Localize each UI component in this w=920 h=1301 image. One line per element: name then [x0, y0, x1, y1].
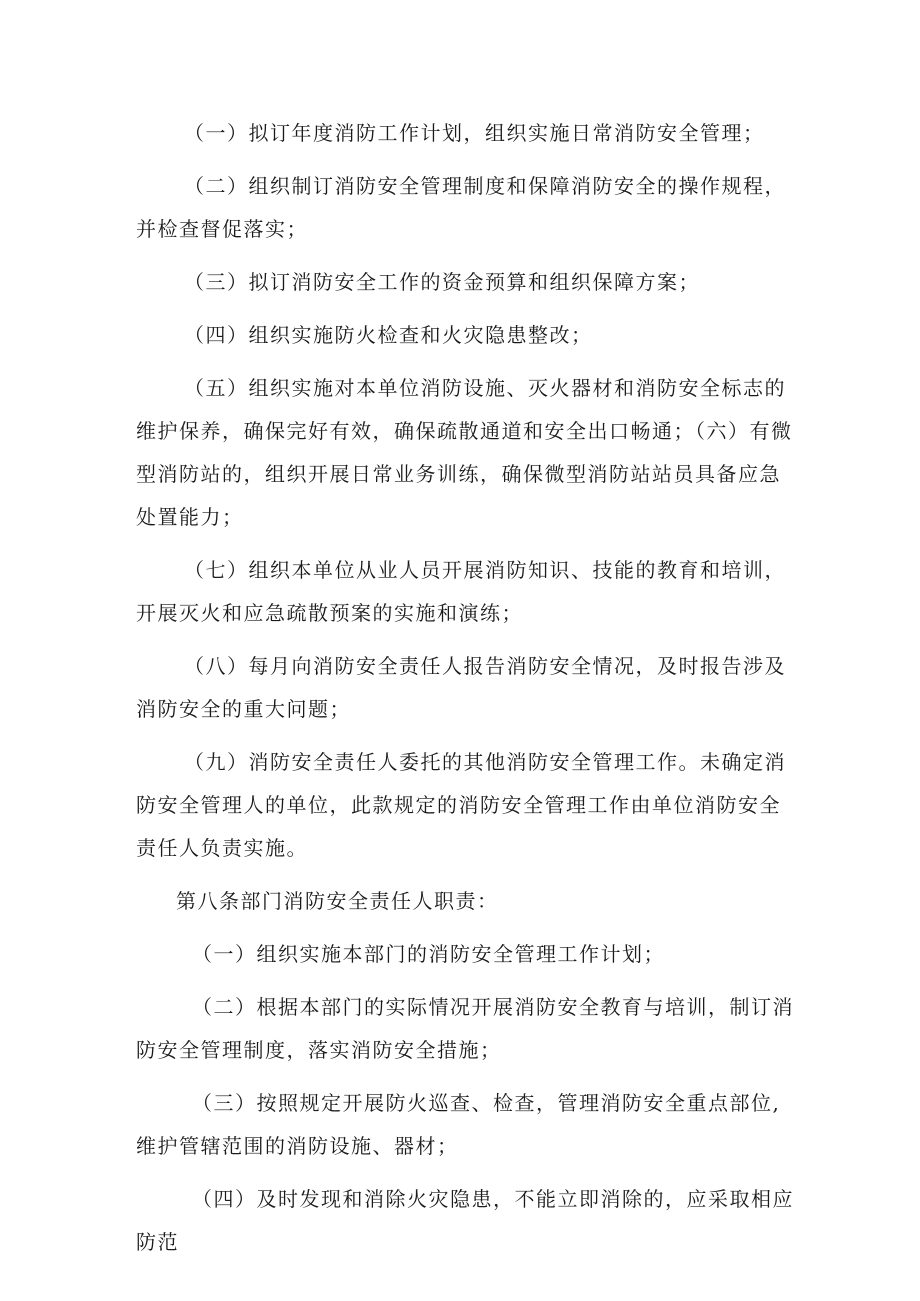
paragraph: （五）组织实施对本单位消防设施、灭火器材和消防安全标志的维护保养，确保完好有效，确保疏散通道和安全出口畅通；（六）有微型消防站的，组织开展日常业务训练，确保微型消防站站员具备应急处置能力； — [136, 376, 793, 529]
paragraph: （七）组织本单位从业人员开展消防知识、技能的教育和培训，开展灭火和应急疏散预案的实施和演练； — [136, 558, 786, 625]
paragraph: （三）拟订消防安全工作的资金预算和组织保障方案； — [184, 270, 700, 294]
paragraph: （一）拟订年度消防工作计划，组织实施日常消防安全管理； — [184, 121, 765, 145]
paragraph: （四）组织实施防火检查和火灾隐患整改； — [184, 323, 593, 347]
paragraph: （四）及时发现和消除火灾隐患，不能立即消除的，应采取相应防范 — [136, 1187, 794, 1254]
paragraph: （八）每月向消防安全责任人报告消防安全情况，及时报告涉及消防安全的重大问题； — [136, 654, 786, 721]
paragraph: （二）组织制订消防安全管理制度和保障消防安全的操作规程，并检查督促落实； — [136, 174, 786, 241]
paragraph: （三）按照规定开展防火巡查、检查，管理消防安全重点部位,维护管辖范围的消防设施、器材； — [136, 1091, 781, 1158]
paragraph: （二）根据本部门的实际情况开展消防安全教育与培训，制订消防安全管理制度，落实消防安全措施； — [136, 995, 794, 1062]
section-heading: 第八条部门消防安全责任人职责： — [176, 889, 499, 913]
document-body — [136, 112, 796, 1264]
paragraph: （一）组织实施本部门的消防安全管理工作计划； — [192, 942, 665, 966]
paragraph: （九）消防安全责任人委托的其他消防安全管理工作。未确定消防安全管理人的单位，此款规定的消防安全管理工作由单位消防安全责任人负责实施。 — [136, 750, 786, 860]
